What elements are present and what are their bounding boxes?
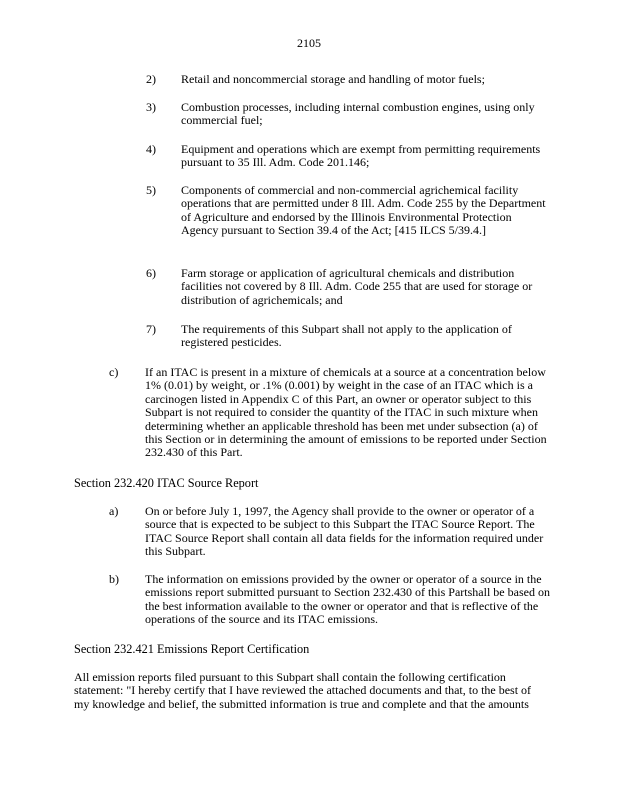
list-item-label: 3)	[146, 100, 156, 114]
list-item-text: Combustion processes, including internal combustion engines, using only commercial fuel;	[181, 100, 535, 128]
list-item-label: 2)	[146, 72, 156, 86]
subsection-label: c)	[109, 365, 119, 379]
list-item-label: 4)	[146, 142, 156, 156]
subsection-text: If an ITAC is present in a mixture of chemicals at a source at a concentration below 1% (0.01) by weight, or .1% (0.001) by weight in the case of an ITAC which is a carcinogen listed in Appendix C of this Part, an owner or operator subject to this Subpart is not required to consider the quantity of the ITAC in such mixture when determining whether an applicable threshold has been met under subsection (a) of this Section or in determining the amount of emissions to be reported under Section 232.430 of this Part.	[145, 365, 547, 460]
subsection-text: The information on emissions provided by the owner or operator of a source in the emissions report submitted pursuant to Section 232.430 of this Partshall be based on the best information available to the owner or operator and that is reflective of the operations of the source and its ITAC emissions.	[145, 572, 550, 627]
body-paragraph: All emission reports filed pursuant to this Subpart shall contain the following certification statement: "I hereby certify that I have reviewed the attached documents and that, to the best of my knowledge and belief, the submitted information is true and complete and that the amounts	[74, 670, 532, 711]
list-item-label: 6)	[146, 266, 156, 280]
list-item-text: Equipment and operations which are exempt from permitting requirements pursuant to 35 Ill. Adm. Code 201.146;	[181, 142, 541, 170]
list-item-text: Retail and noncommercial storage and handling of motor fuels;	[181, 72, 485, 86]
subsection-text: On or before July 1, 1997, the Agency shall provide to the owner or operator of a source that is expected to be subject to this Subpart the ITAC Source Report. The ITAC Source Report shall contain all data fields for the information required under this Subpart.	[145, 504, 544, 559]
list-item-label: 5)	[146, 183, 156, 197]
list-item-text: The requirements of this Subpart shall not apply to the application of registered pesticides.	[181, 322, 512, 350]
list-item-label: 7)	[146, 322, 156, 336]
page-number: 2105	[297, 36, 321, 50]
list-item-text: Components of commercial and non-commercial agrichemical facility operations that are permitted under 8 Ill. Adm. Code 255 by the Department of Agriculture and endorsed by the Illinois Environmental Protection Agency pursuant to Section 39.4 of the Act; [415 ILCS 5/39.4.]	[181, 183, 546, 238]
section-heading: Section 232.420 ITAC Source Report	[74, 476, 259, 490]
list-item-text: Farm storage or application of agricultural chemicals and distribution facilities not covered by 8 Ill. Adm. Code 255 that are used for storage or distribution of agrichemicals; and	[181, 266, 533, 307]
section-heading: Section 232.421 Emissions Report Certification	[74, 642, 310, 656]
subsection-label: b)	[109, 572, 119, 586]
subsection-label: a)	[109, 504, 119, 518]
